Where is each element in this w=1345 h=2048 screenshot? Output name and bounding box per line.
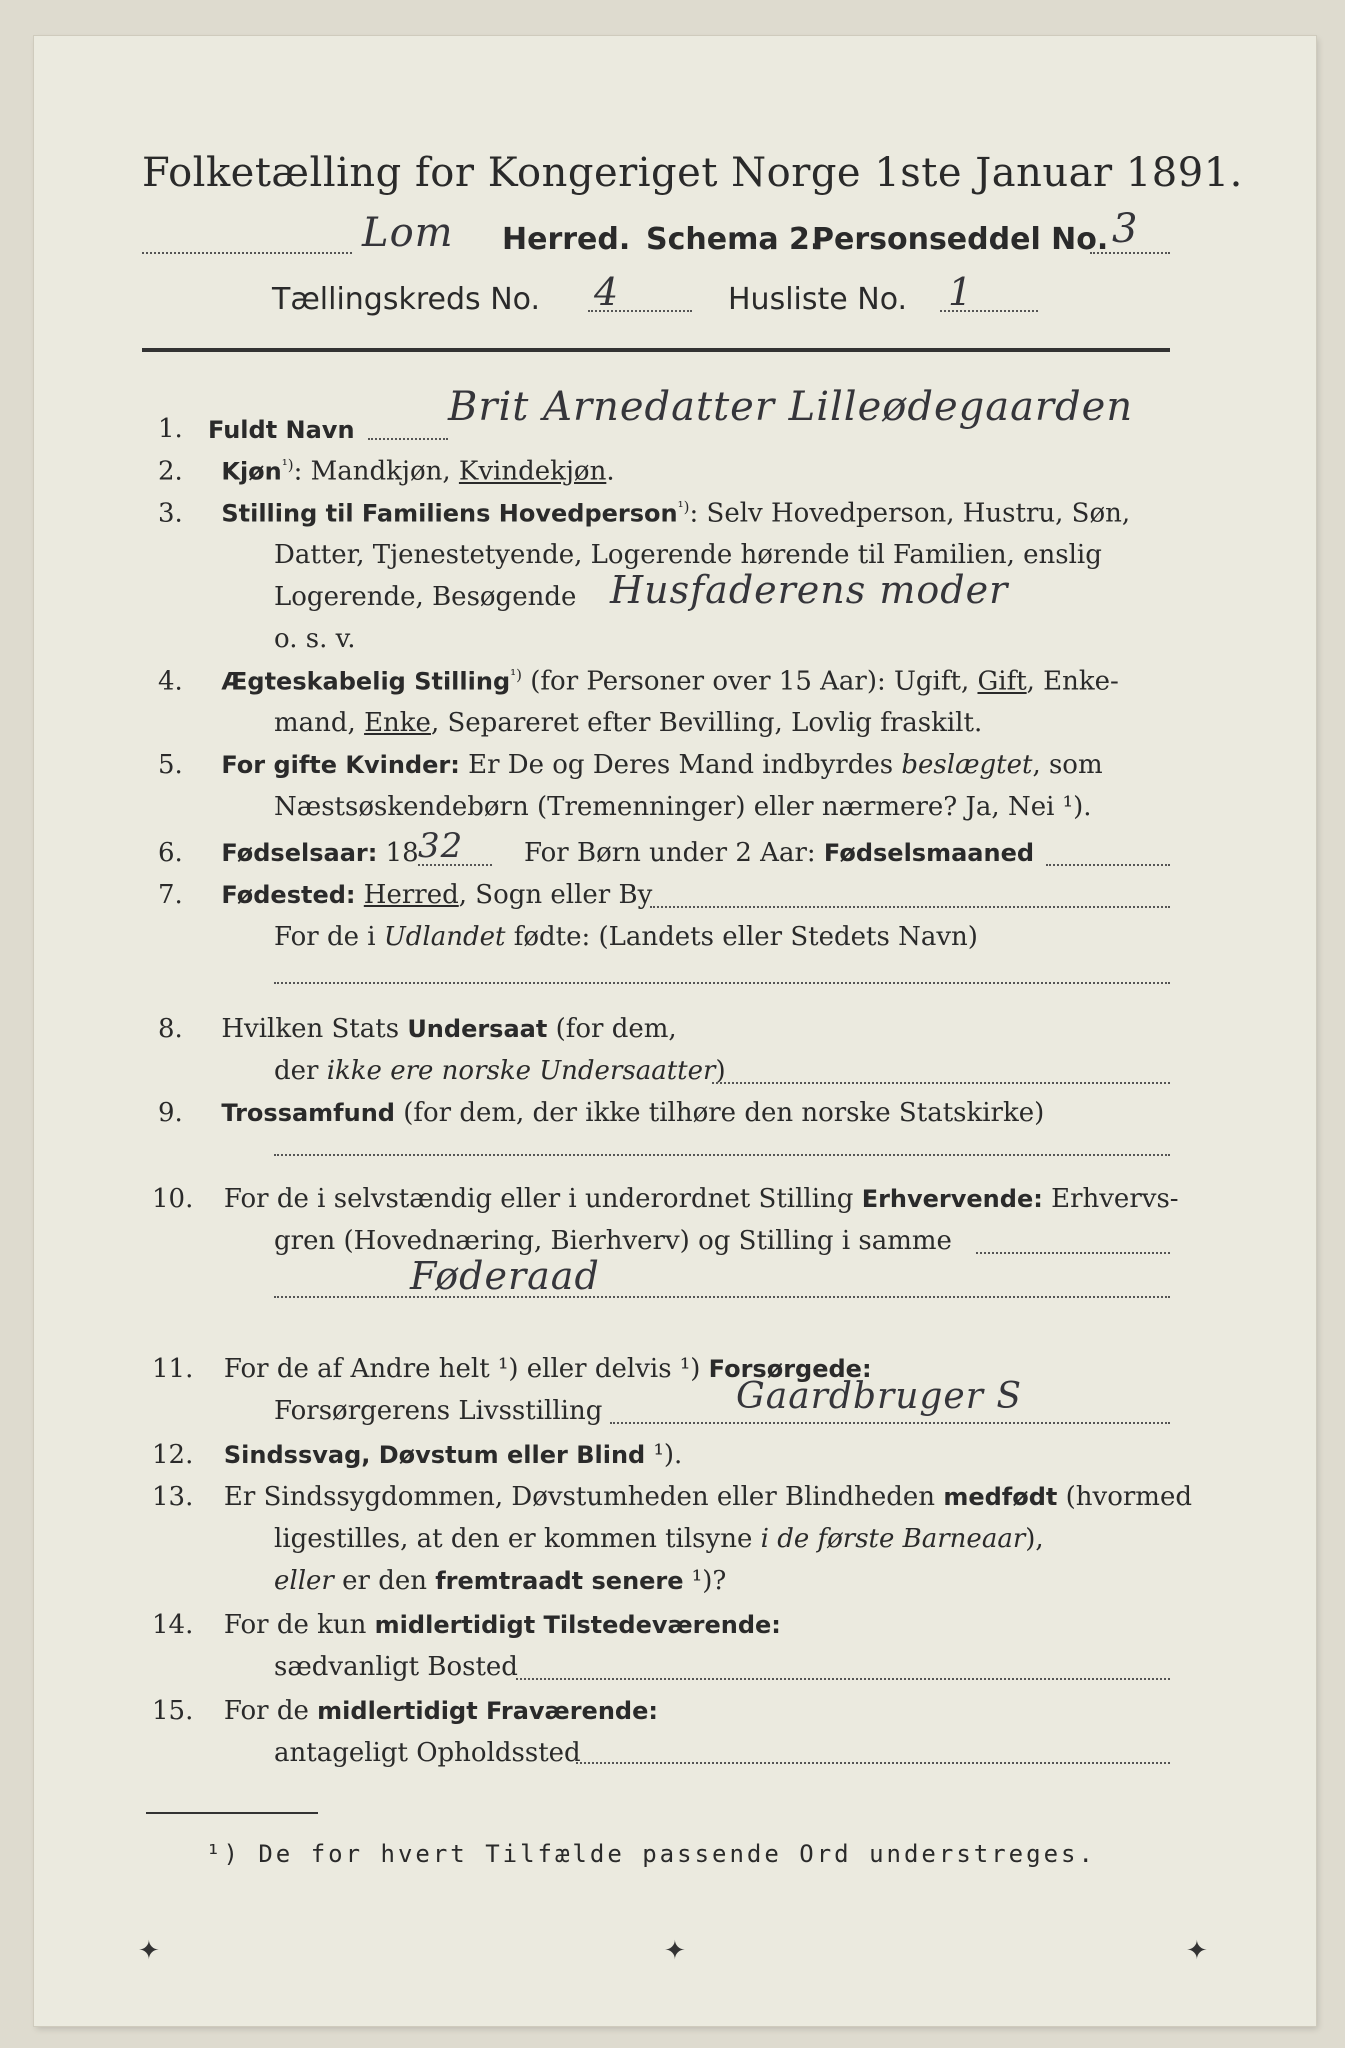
q4-enke: Enke	[364, 708, 431, 738]
q11-line2: Forsørgerens Livsstilling	[274, 1396, 603, 1426]
q14-line1a: For de kun	[223, 1610, 375, 1640]
q6-label2: Fødselsmaaned	[823, 839, 1035, 867]
q9-line	[158, 1098, 1044, 1128]
q8-line1b: (for dem,	[547, 1014, 677, 1044]
q1-number: 1.	[158, 414, 183, 444]
q2-sup: ¹)	[281, 456, 294, 474]
form-title: Folketælling for Kongeriget Norge 1ste Januar 1891.	[142, 150, 1243, 196]
q13-line2a: ligestilles, at den er kommen tilsyne	[274, 1524, 761, 1554]
q2-text: : Mandkjøn,	[293, 456, 459, 487]
q11-dots	[610, 1422, 1170, 1424]
q10-dots1	[976, 1252, 1170, 1254]
q3-line3: Logerende, Besøgende	[274, 582, 577, 612]
kreds-dots	[588, 310, 692, 312]
q2-selected: Kvindekjøn	[458, 456, 607, 487]
footnote-rule	[146, 1812, 318, 1814]
q8-line2it: ikke ere norske Undersaatter	[326, 1056, 716, 1086]
q13-line2	[274, 1524, 1044, 1554]
q4-line1	[158, 666, 1119, 697]
q3-line2: Datter, Tjenestetyende, Logerende hørende til Familien, enslig	[274, 540, 1102, 570]
q13-line2b: ),	[1025, 1524, 1044, 1554]
q3-label: Stilling til Familiens Hovedperson	[221, 499, 678, 528]
q11-number: 11.	[152, 1354, 194, 1384]
q5-label: For gifte Kvinder:	[221, 751, 460, 779]
q5-line1	[158, 750, 1103, 780]
q5-number: 5.	[158, 750, 183, 780]
q7-line2b: fødte: (Landets eller Stedets Navn)	[505, 922, 978, 952]
q12-end: ¹).	[645, 1440, 683, 1470]
q3-value: Husfaderens moder	[610, 568, 1009, 612]
q1-dots	[368, 438, 448, 440]
registration-mark-right: ✦	[1186, 1936, 1208, 1966]
q14-bold: midlertidigt Tilstedeværende:	[374, 1611, 781, 1639]
husliste-label: Husliste No.	[728, 282, 908, 317]
q9-bold: Trossamfund	[221, 1099, 395, 1127]
q10-line1	[152, 1184, 1179, 1214]
q13-line1a: Er Sindssygdommen, Døvstumheden eller Blindheden	[223, 1482, 944, 1512]
q1-label: Fuldt Navn	[208, 416, 355, 444]
q13-bold2: fremtraadt senere	[435, 1567, 684, 1595]
q6-line	[158, 838, 419, 868]
q12-line	[152, 1440, 682, 1470]
q2-label: Kjøn	[221, 457, 282, 486]
personseddel-value: 3	[1112, 206, 1139, 252]
q9-dots	[274, 1154, 1170, 1156]
schema-label: Schema 2.	[646, 222, 822, 257]
q6-mid: For Børn under 2 Aar:	[524, 838, 824, 868]
q13-line3it: eller	[274, 1566, 334, 1596]
q15-line1	[152, 1696, 658, 1726]
q13-line1	[152, 1482, 1192, 1512]
q4-line2a: mand,	[274, 708, 365, 738]
q13-line2it: i de første Barneaar	[760, 1524, 1026, 1554]
husliste-value: 1	[948, 270, 974, 314]
q15-line1a: For de	[223, 1696, 318, 1726]
q4-label: Ægteskabelig Stilling	[221, 667, 511, 696]
q6-prefix: 18	[377, 838, 419, 868]
q11-line1a: For de af Andre helt ¹) eller delvis ¹)	[223, 1354, 709, 1384]
q12-number: 12.	[152, 1440, 194, 1470]
q13-bold1: medfødt	[943, 1483, 1058, 1511]
q4-line1b: , Enke-	[1026, 666, 1119, 697]
q8-line2b: )	[715, 1056, 726, 1086]
husliste-dots	[940, 310, 1038, 312]
kreds-value: 4	[594, 270, 620, 314]
q8-line2a: der	[274, 1056, 327, 1086]
q7-herred: Herred	[363, 880, 459, 910]
q3-line1	[158, 498, 1130, 529]
q7-line2	[274, 922, 978, 952]
q13-number: 13.	[152, 1482, 194, 1512]
q14-line2: sædvanligt Bosted	[274, 1652, 518, 1682]
q7-text-a	[356, 880, 364, 910]
q7-line2a: For de i	[274, 922, 384, 952]
q6-value: 32	[418, 826, 464, 866]
q4-line2	[274, 708, 982, 738]
q14-line1	[152, 1610, 781, 1640]
q8-line1	[158, 1014, 677, 1044]
kreds-label: Tællingskreds No.	[272, 282, 540, 317]
q15-line2: antageligt Opholdssted	[274, 1738, 581, 1768]
q15-dots	[576, 1762, 1170, 1764]
q7-text-b: , Sogn eller By	[458, 880, 653, 910]
q15-number: 15.	[152, 1696, 194, 1726]
q6-label: Fødselsaar:	[221, 839, 378, 867]
q2-line	[158, 456, 615, 487]
q4-line2b: , Separeret efter Bevilling, Lovlig fraskilt.	[430, 708, 983, 738]
q10-number: 10.	[152, 1184, 194, 1214]
q8-line2	[274, 1056, 726, 1086]
q8-bold: Undersaat	[407, 1015, 548, 1043]
q13-line3a: er den	[333, 1566, 436, 1596]
q10-value: Føderaad	[410, 1254, 600, 1298]
q10-bold: Erhvervende:	[861, 1185, 1043, 1213]
q7-dots	[650, 906, 1170, 908]
q3-line1-text: : Selv Hovedperson, Hustru, Søn,	[689, 498, 1131, 529]
q10-line2: gren (Hovednæring, Bierhverv) og Stilling i samme	[274, 1226, 952, 1256]
q7-foreign-dots	[274, 982, 1170, 984]
q3-number: 3.	[158, 498, 183, 529]
q4-gift: Gift	[977, 666, 1027, 697]
q7-number: 7.	[158, 880, 183, 910]
q7-line1	[158, 880, 652, 910]
registration-mark-center: ✦	[664, 1936, 686, 1966]
q14-number: 14.	[152, 1610, 194, 1640]
q11-bold: Forsørgede:	[708, 1355, 872, 1383]
q11-value: Gaardbruger S	[736, 1376, 1023, 1417]
herred-label: Herred.	[502, 222, 631, 257]
q6-month-dots	[1046, 864, 1170, 866]
q10-line1b: Erhvervs-	[1042, 1184, 1179, 1214]
q6-year-dots	[418, 864, 492, 866]
q6-number: 6.	[158, 838, 183, 868]
q13-line3	[274, 1566, 726, 1596]
q5-line1it: beslægtet	[901, 750, 1033, 780]
q2-number: 2.	[158, 456, 183, 487]
q13-line1b: (hvormed	[1057, 1482, 1192, 1512]
q4-number: 4.	[158, 666, 183, 697]
herred-dots	[142, 252, 352, 254]
personseddel-dots	[1090, 252, 1170, 254]
registration-mark-left: ✦	[138, 1936, 160, 1966]
herred-value: Lom	[362, 210, 454, 256]
q14-dots	[516, 1678, 1170, 1680]
q3-sup: ¹)	[677, 498, 690, 516]
q5-line2: Næstsøskendebørn (Tremenninger) eller nærmere? Ja, Nei ¹).	[274, 792, 1092, 822]
q6-line-b	[524, 838, 1034, 868]
q8-number: 8.	[158, 1014, 183, 1044]
q5-line1b: , som	[1032, 750, 1103, 780]
q13-line3b: ¹)?	[683, 1566, 727, 1596]
q4-line1a: (for Personer over 15 Aar): Ugift,	[522, 666, 978, 697]
q9-text: (for dem, der ikke tilhøre den norske Statskirke)	[394, 1098, 1045, 1128]
q1-value: Brit Arnedatter Lilleødegaarden	[448, 384, 1134, 430]
q15-bold: midlertidigt Fraværende:	[317, 1697, 658, 1725]
q10-line1a: For de i selvstændig eller i underordnet Stilling	[223, 1184, 862, 1214]
q7-label: Fødested:	[221, 881, 356, 909]
q5-line1a: Er De og Deres Mand indbyrdes	[459, 750, 902, 780]
q3-line4: o. s. v.	[274, 624, 356, 654]
q9-number: 9.	[158, 1098, 183, 1128]
header-rule	[142, 348, 1170, 352]
q8-line1a: Hvilken Stats	[221, 1014, 408, 1044]
personseddel-label: Personseddel No.	[812, 222, 1109, 257]
q12-bold: Sindssvag, Døvstum eller Blind	[223, 1441, 646, 1469]
q7-line2it: Udlandet	[383, 922, 506, 952]
footnote-text: ¹) De for hvert Tilfælde passende Ord understreges.	[206, 1840, 1096, 1868]
q8-dots	[712, 1082, 1170, 1084]
q2-end: .	[606, 456, 615, 487]
q4-sup: ¹)	[510, 666, 523, 684]
q10-dots2	[274, 1296, 1170, 1298]
